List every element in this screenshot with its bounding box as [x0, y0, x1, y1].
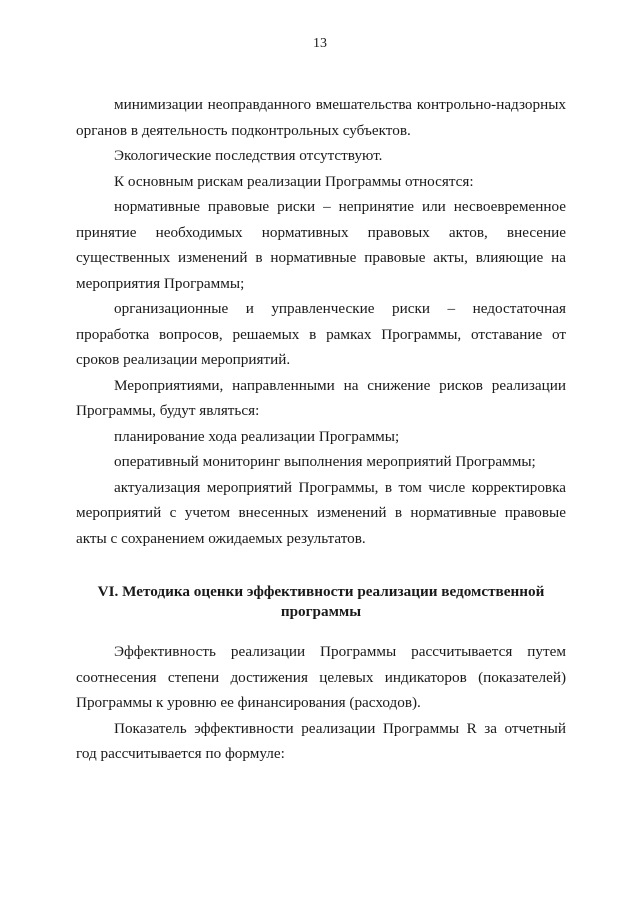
paragraph-ecology: Экологические последствия отсутствуют. [114, 147, 383, 164]
document-body [76, 92, 566, 767]
paragraph-actualization: актуализация мероприятий Программы, в том числе корректировка мероприятий с учетом внесенных изменений в нормативные правовые акты с сохранением ожидаемых результатов. [76, 478, 566, 547]
paragraph-efficiency-indicator: Показатель эффективности реализации Программы R за отчетный год рассчитывается по формуле: [76, 719, 566, 762]
paragraph-minimization: минимизации неоправданного вмешательства контрольно-надзорных органов в деятельность подконтрольных субъектов. [76, 96, 566, 139]
paragraph-monitoring: оперативный мониторинг выполнения мероприятий Программы; [114, 453, 536, 470]
section-heading [76, 582, 566, 622]
paragraph-planning: планирование хода реализации Программы; [114, 427, 400, 445]
section-heading-line1: VI. Методика оценки эффективности реализации ведомственной [97, 583, 545, 600]
paragraph-mitigation-measures: Мероприятиями, направленными на снижение рисков реализации Программы, будут являться: [76, 376, 566, 419]
paragraph-main-risks: К основным рискам реализации Программы относятся: [114, 172, 474, 190]
paragraph-efficiency: Эффективность реализации Программы рассчитывается путем соотнесения степени достижения целевых индикаторов (показателей) Программы к уровню ее финансирования (расходов). [76, 643, 566, 711]
paragraph-organizational-risks: организационные и управленческие риски – недостаточная проработка вопросов, решаемых в рамках Программы, отставание от сроков реализации мероприятий. [76, 300, 566, 368]
page-number: 13 [313, 36, 327, 51]
paragraph-normative-risks: нормативные правовые риски – непринятие или несвоевременное принятие необходимых нормативных правовых актов, внесение существенных изменений в нормативные правовые акты, влияющие на мероприятия Программы; [76, 198, 566, 292]
section-heading-line2: программы [280, 603, 362, 620]
